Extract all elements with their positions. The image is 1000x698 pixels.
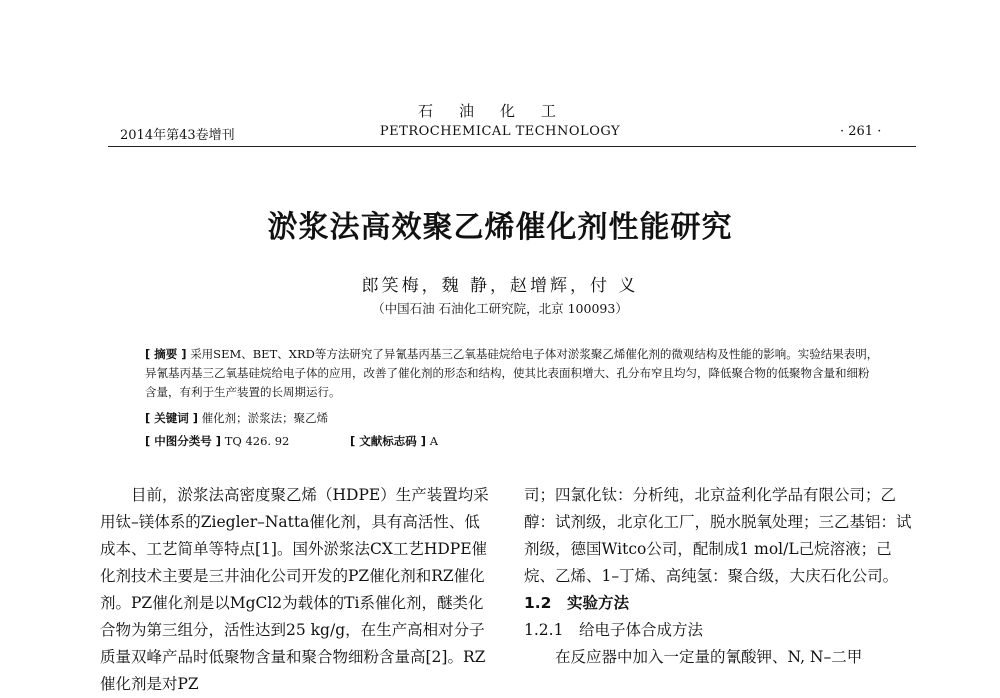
body-paragraph: 目前，淤浆法高密度聚乙烯（HDPE）生产装置均采用钛–镁体系的Ziegler–Natta催化剂，具有高活性、低成本、工艺简单等特点[1]。国外淤浆法CX工艺HDPE催化剂技术主要是三井油化公司开发的PZ催化剂和RZ催化剂。PZ催化剂是以MgCl2为载体的Ti系催化剂，醚类化合物为第三组分，活性达到25 kg/g，在生产高相对分子质量双峰产品时低聚物含量和聚合物细粉含量高[2]。RZ催化剂是对PZ — [100, 486, 489, 693]
article-title: 淤浆法高效聚乙烯催化剂性能研究 — [267, 210, 733, 245]
subsection-heading: 1.2.1 给电子体合成方法 — [524, 621, 703, 639]
document-code-label: [ 文献标志码 ] — [350, 434, 427, 448]
body-paragraph: 在反应器中加入一定量的氰酸钾、N, N–二甲 — [555, 648, 863, 666]
body-paragraph: 司；四氯化钛：分析纯，北京益利化学品有限公司；乙醇：试剂级，北京化工厂，脱水脱氧处理；三乙基铝：试剂级，德国Witco公司，配制成1 mol/L己烷溶液；己烷、乙烯、1–丁烯、高纯氢：聚合级，大庆石化公司。 — [524, 486, 912, 585]
page-number: · 261 · — [840, 124, 882, 139]
classification-line — [145, 433, 289, 449]
abstract-block — [145, 345, 880, 402]
document-code-line — [350, 433, 438, 449]
author-list: 郎笑梅，魏 静，赵增辉，付 义 — [361, 276, 639, 296]
section-heading: 1.2 实验方法 — [524, 594, 629, 612]
abstract-text: 采用SEM、BET、XRD等方法研究了异氰基丙基三乙氧基硅烷给电子体对淤浆聚乙烯催化剂的微观结构及性能的影响。实验结果表明，异氰基丙基三乙氧基硅烷给电子体的应用，改善了催化剂的形态和结构，使其比表面积增大、孔分布窄且均匀，降低聚合物的低聚物含量和细粉含量，有利于生产装置的长周期运行。 — [145, 347, 879, 399]
document-code: A — [429, 434, 438, 448]
keywords-text: 催化剂；淤浆法；聚乙烯 — [201, 411, 329, 425]
body-column-left — [100, 482, 492, 698]
journal-name-cn: 石油化工 — [417, 102, 582, 120]
classification-label: [ 中图分类号 ] — [145, 434, 222, 448]
journal-name-en: PETROCHEMICAL TECHNOLOGY — [379, 124, 621, 139]
header-rule — [108, 146, 916, 147]
abstract-label: [ 摘要 ] — [145, 347, 187, 361]
affiliation: （中国石油 石油化工研究院，北京 100093） — [372, 301, 628, 316]
keywords-line — [145, 410, 328, 426]
keywords-label: [ 关键词 ] — [145, 411, 199, 425]
issue-label: 2014年第43卷增刊 — [120, 128, 235, 143]
classification-number: TQ 426. 92 — [224, 434, 290, 448]
body-column-right — [524, 482, 916, 671]
